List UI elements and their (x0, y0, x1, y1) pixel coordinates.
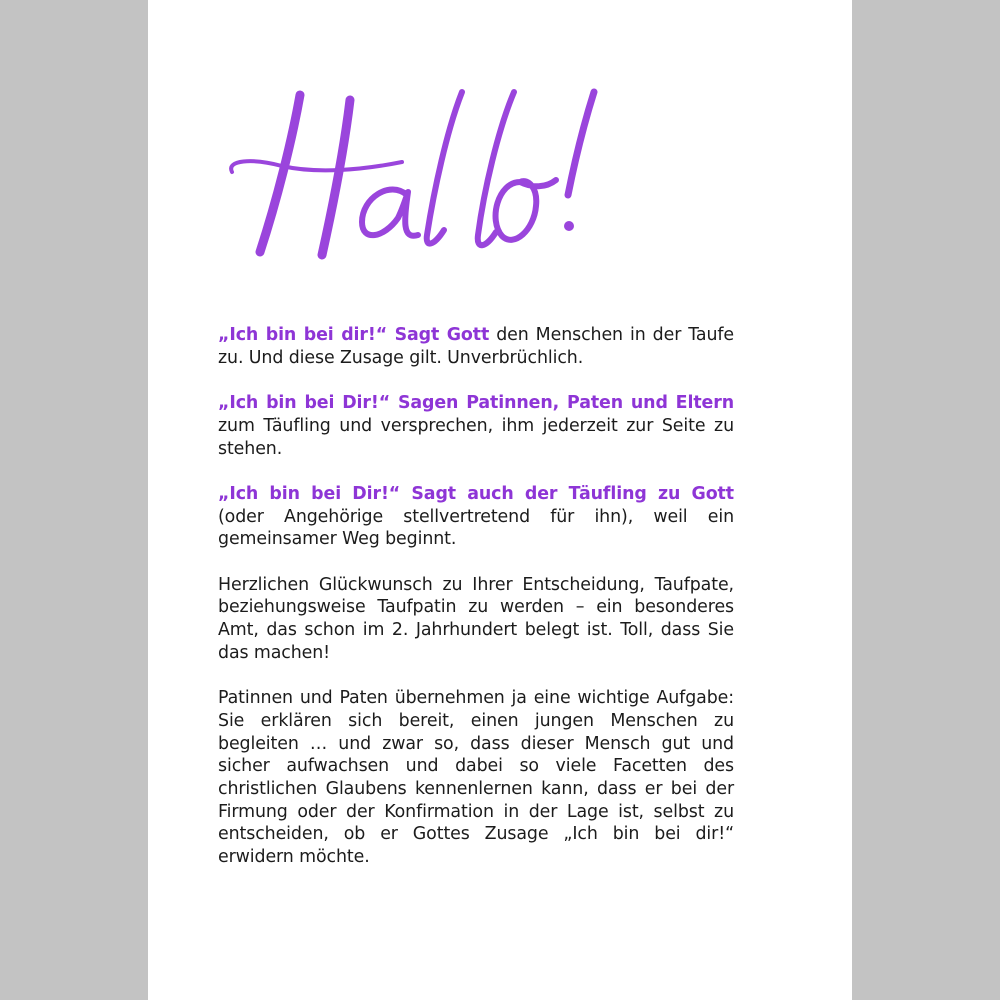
document-page (148, 0, 852, 1000)
body-text (218, 324, 734, 869)
headline-lettering (222, 70, 602, 270)
headline (222, 70, 602, 270)
paragraph-1-highlight: „Ich bin bei dir!“ Sagt Gott (218, 325, 490, 345)
paragraph-2-highlight: „Ich bin bei Dir!“ Sagen Patinnen, Paten und Eltern (218, 393, 734, 414)
paragraph-5-text: Patinnen und Paten übernehmen ja eine wichtige Aufgabe: Sie erklären sich bereit, einen jungen Menschen zu begleiten … und zwar so, dass dieser Mensch gut und sicher aufwachsen und dabei so viele Facetten des christlichen Glaubens kennenlernen kann, dass er bei der Firmung oder der Konfirmation in der Lage ist, selbst zu entscheiden, ob er Gottes Zusage „Ich bin bei dir!“ erwidern möchte. (218, 688, 734, 868)
paragraph-1-text: den Menschen in der Taufe zu. Und diese Zusage gilt. Unverbrüchlich. (218, 325, 734, 368)
paragraph-1 (218, 324, 734, 369)
paragraph-2-text: zum Täufling und versprechen, ihm jederzeit zur Seite zu stehen. (218, 415, 734, 459)
paragraph-5 (218, 687, 734, 869)
paragraph-3 (218, 483, 734, 551)
paragraph-3-text: (oder Angehörige stellvertretend für ihn), weil ein gemeinsamer Weg beginnt. (218, 506, 734, 550)
paragraph-4-text: Herzlichen Glückwunsch zu Ihrer Entscheidung, Taufpate, beziehungsweise Taufpatin zu werden – ein besonderes Amt, das schon im 2. Jahrhundert belegt ist. Toll, dass Sie das machen! (218, 574, 734, 663)
paragraph-4 (218, 574, 734, 665)
paragraph-2 (218, 392, 734, 460)
paragraph-3-highlight: „Ich bin bei Dir!“ Sagt auch der Täufling zu Gott (218, 483, 734, 504)
